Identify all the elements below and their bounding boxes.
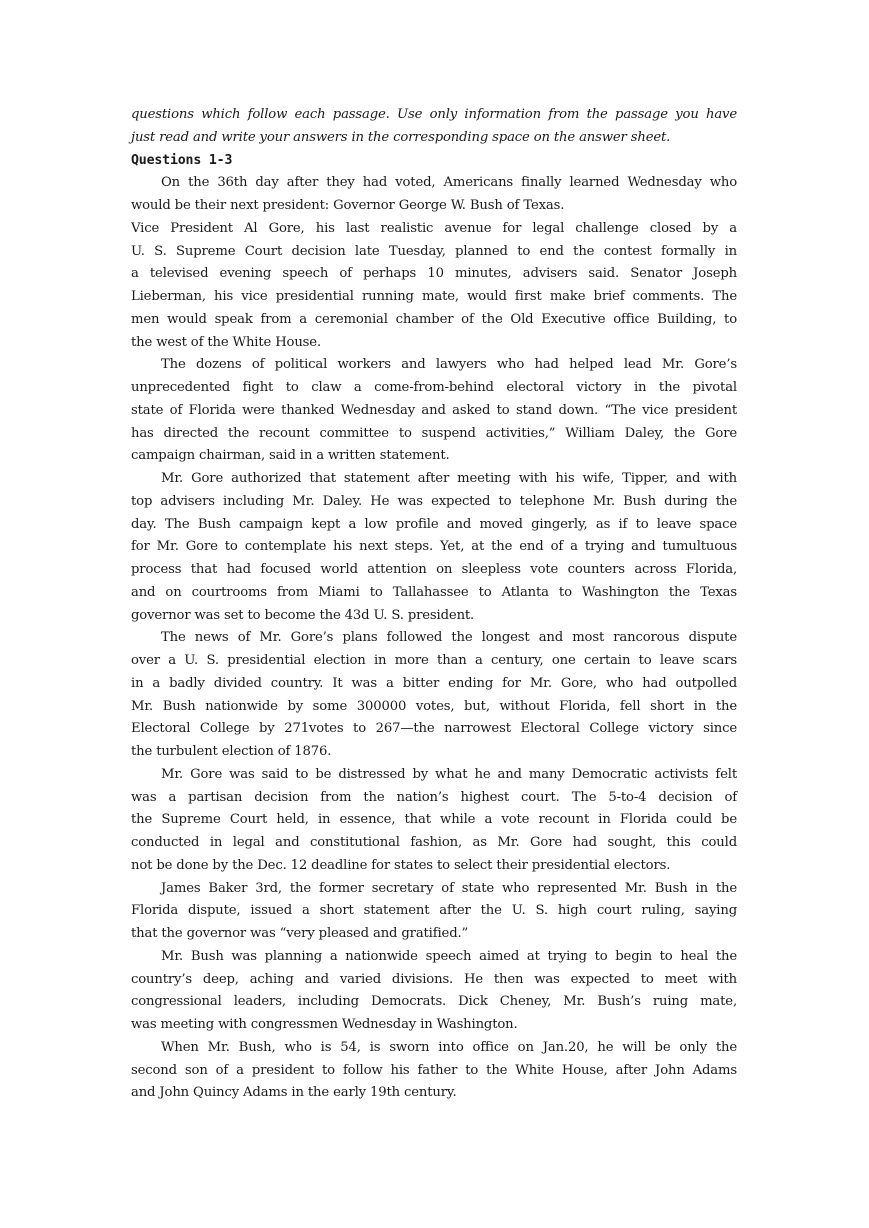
- passage-paragraph: [131, 946, 737, 1037]
- passage-line: James Baker 3rd, the former secretary of state who represented Mr. Bush in the: [161, 880, 737, 896]
- passage-paragraph: [131, 627, 737, 764]
- passage-line: campaign chairman, said in a written statement.: [131, 448, 450, 464]
- passage-line: On the 36th day after they had voted, Americans finally learned Wednesday who: [161, 175, 737, 191]
- passage-line: congressional leaders, including Democrats. Dick Cheney, Mr. Bush’s ruing mate,: [131, 994, 737, 1010]
- passage-line: over a U. S. presidential election in more than a century, one certain to leave scars: [131, 653, 737, 668]
- passage-paragraph: [131, 172, 737, 218]
- passage-line: the turbulent election of 1876.: [131, 744, 332, 759]
- passage-line: process that had focused world attention on sleepless vote counters across Florida,: [131, 562, 737, 577]
- intro-line: just read and write your answers in the corresponding space on the answer sheet.: [131, 129, 671, 145]
- passage-line: men would speak from a ceremonial chamber of the Old Executive office Building, to: [131, 311, 737, 327]
- passage-line: country’s deep, aching and varied divisions. He then was expected to meet with: [131, 971, 737, 987]
- passage-line: for Mr. Gore to contemplate his next steps. Yet, at the end of a trying and tumultuous: [131, 539, 737, 555]
- section-heading: Questions 1-3: [131, 152, 233, 168]
- passage-line: the Supreme Court held, in essence, that while a vote recount in Florida could be: [131, 812, 737, 828]
- passage-line: state of Florida were thanked Wednesday and asked to stand down. “The vice president: [131, 402, 737, 418]
- passage-line: U. S. Supreme Court decision late Tuesday, planned to end the contest formally in: [131, 243, 737, 259]
- passage-paragraph: [131, 878, 737, 946]
- passage-paragraph: [131, 354, 737, 468]
- passage-line: and on courtrooms from Miami to Tallahassee to Atlanta to Washington the Texas: [131, 584, 737, 600]
- passage-line: The dozens of political workers and lawyers who had helped lead Mr. Gore’s: [161, 357, 737, 373]
- instructions-intro: [131, 104, 737, 150]
- passage-line: unprecedented fight to claw a come-from-behind electoral victory in the pivotal: [131, 380, 737, 395]
- intro-line: questions which follow each passage. Use only information from the passage you have: [131, 107, 737, 122]
- passage-line: has directed the recount committee to suspend activities,” William Daley, the Gore: [131, 425, 737, 441]
- passage-line: Mr. Gore was said to be distressed by what he and many Democratic activists felt: [161, 766, 737, 782]
- passage-paragraph: [131, 1037, 737, 1105]
- passage-paragraph: [131, 764, 737, 878]
- passage-line: Mr. Gore authorized that statement after meeting with his wife, Tipper, and with: [161, 471, 737, 486]
- passage-paragraph: [131, 218, 737, 355]
- passage-line: Mr. Bush nationwide by some 300000 votes, but, without Florida, fell short in the: [131, 698, 737, 714]
- passage-line: top advisers including Mr. Daley. He was expected to telephone Mr. Bush during the: [131, 493, 737, 509]
- passage-line: Mr. Bush was planning a nationwide speech aimed at trying to begin to heal the: [161, 948, 737, 964]
- document-page: [131, 104, 737, 1105]
- passage-line: and John Quincy Adams in the early 19th century.: [131, 1085, 457, 1101]
- passage-line: Vice President Al Gore, his last realistic avenue for legal challenge closed by a: [131, 220, 737, 236]
- passage-line: that the governor was “very pleased and gratified.”: [131, 926, 469, 941]
- passage-line: was meeting with congressmen Wednesday in Washington.: [131, 1017, 518, 1032]
- passage-line: When Mr. Bush, who is 54, is sworn into office on Jan.20, he will be only the: [161, 1039, 737, 1055]
- passage-line: governor was set to become the 43d U. S. president.: [131, 607, 475, 623]
- passage-line: in a badly divided country. It was a bitter ending for Mr. Gore, who had outpolled: [131, 675, 737, 691]
- passage-line: Florida dispute, issued a short statement after the U. S. high court ruling, saying: [131, 903, 737, 919]
- passage-line: a televised evening speech of perhaps 10 minutes, advisers said. Senator Joseph: [131, 266, 737, 282]
- passage-paragraph: [131, 468, 737, 627]
- passage-line: was a partisan decision from the nation’s highest court. The 5-to-4 decision of: [131, 789, 737, 805]
- passage-line: second son of a president to follow his father to the White House, after John Adams: [131, 1062, 737, 1078]
- passage-line: conducted in legal and constitutional fashion, as Mr. Gore had sought, this could: [131, 835, 737, 850]
- passage-body: [131, 172, 737, 1105]
- passage-line: not be done by the Dec. 12 deadline for states to select their presidential electors.: [131, 857, 671, 873]
- passage-line: Electoral College by 271votes to 267—the narrowest Electoral College victory since: [131, 721, 737, 737]
- passage-line: Lieberman, his vice presidential running mate, would first make brief comments. The: [131, 289, 737, 304]
- passage-line: the west of the White House.: [131, 334, 322, 350]
- passage-line: The news of Mr. Gore’s plans followed the longest and most rancorous dispute: [161, 630, 737, 646]
- passage-line: would be their next president: Governor George W. Bush of Texas.: [131, 198, 565, 213]
- passage-line: day. The Bush campaign kept a low profile and moved gingerly, as if to leave space: [131, 516, 737, 532]
